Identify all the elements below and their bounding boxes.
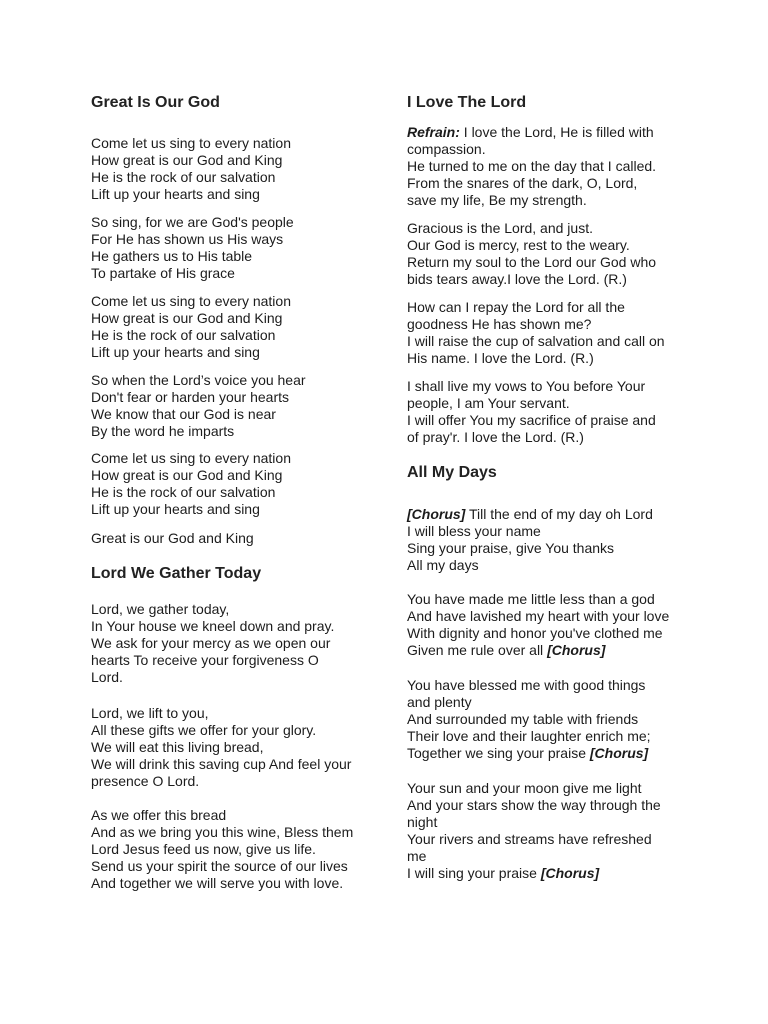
lyric-line: of pray'r. I love the Lord. (R.) <box>407 428 584 445</box>
lyric-line <box>407 642 669 659</box>
lyric-line: Their love and their laughter enrich me; <box>407 727 651 744</box>
lyric-line: and plenty <box>407 693 472 710</box>
stanza <box>91 601 334 686</box>
lyric-line: Lord Jesus feed us now, give us life. <box>91 840 316 857</box>
lyric-line: You have blessed me with good things <box>407 676 646 693</box>
lyric-line: Come let us sing to every nation <box>91 134 291 151</box>
lyric-line: How can I repay the Lord for all the <box>407 298 625 315</box>
lyric-line: Lift up your hearts and sing <box>91 185 260 202</box>
lyric-line: Your sun and your moon give me light <box>407 779 642 796</box>
lyric-line: Lift up your hearts and sing <box>91 500 260 517</box>
lyric-line: And have lavished my heart with your love <box>407 607 670 624</box>
lyric-line: Lift up your hearts and sing <box>91 343 260 360</box>
stanza <box>91 372 306 440</box>
stanza <box>91 530 254 547</box>
stanza <box>407 220 656 288</box>
lyric-line: All my days <box>407 556 479 573</box>
lyric-line: We will eat this living bread, <box>91 738 264 755</box>
lyric-line: Come let us sing to every nation <box>91 449 291 466</box>
lyric-line: Your rivers and streams have refreshed <box>407 830 652 847</box>
lyric-line: Don't fear or harden your hearts <box>91 388 290 405</box>
lyric-line <box>407 745 651 762</box>
lyric-line: How great is our God and King <box>91 151 283 168</box>
lyric-line: How great is our God and King <box>91 466 283 483</box>
song-title: I Love The Lord <box>407 94 527 111</box>
lyric-line: Lord, we lift to you, <box>91 704 209 721</box>
lyric-line: compassion. <box>407 140 486 157</box>
refrain-label: Refrain: <box>407 123 460 140</box>
chorus-label: [Chorus] <box>540 864 600 881</box>
lyric-line: You have made me little less than a god <box>407 590 655 607</box>
lyric-line: He is the rock of our salvation <box>91 326 276 343</box>
lyric-line: night <box>407 813 438 830</box>
lyric-line: And as we bring you this wine, Bless them <box>91 823 354 840</box>
lyric-line: As we offer this bread <box>91 806 227 823</box>
lyric-line: Send us your spirit the source of our lives <box>91 857 348 874</box>
lyric-line: For He has shown us His ways <box>91 230 284 247</box>
lyric-line: And your stars show the way through the <box>407 796 661 813</box>
lyric-line: I shall live my vows to You before Your <box>407 377 646 394</box>
lyric-line: And surrounded my table with friends <box>407 710 639 727</box>
lyric-text: I love the Lord, He is filled with <box>463 123 654 140</box>
lyric-line: Great is our God and King <box>91 529 254 546</box>
song-title: Lord We Gather Today <box>91 565 262 582</box>
stanza <box>91 293 291 361</box>
lyric-line: presence O Lord. <box>91 772 200 789</box>
lyric-line: bids tears away.I love the Lord. (R.) <box>407 270 627 287</box>
lyric-line: goodness He has shown me? <box>407 315 592 332</box>
lyric-line <box>407 506 653 523</box>
stanza <box>407 299 665 367</box>
lyric-line: Our God is mercy, rest to the weary. <box>407 236 630 253</box>
stanza <box>407 378 656 446</box>
lyric-line: So sing, for we are God's people <box>91 213 294 230</box>
lyric-line: Lord, we gather today, <box>91 600 230 617</box>
lyric-text: I will sing your praise <box>407 864 537 881</box>
lyric-line: Return my soul to the Lord our God who <box>407 253 657 270</box>
chorus-label: [Chorus] <box>547 641 606 658</box>
lyric-line: I will bless your name <box>407 522 541 539</box>
stanza <box>407 780 661 882</box>
lyric-text: Given me rule over all <box>407 641 544 658</box>
lyric-line: We ask for your mercy as we open our <box>91 634 331 651</box>
lyric-line: We will drink this saving cup And feel your <box>91 755 352 772</box>
lyric-line: So when the Lord’s voice you hear <box>91 371 306 388</box>
lyric-line: people, I am Your servant. <box>407 394 570 411</box>
stanza <box>91 214 294 282</box>
lyric-text: Together we sing your praise <box>407 744 586 761</box>
stanza <box>407 124 656 209</box>
lyric-line: His name. I love the Lord. (R.) <box>407 349 594 366</box>
lyric-line: He is the rock of our salvation <box>91 483 276 500</box>
lyric-line: hearts To receive your forgiveness O <box>91 651 319 668</box>
song-title: Great Is Our God <box>91 94 220 111</box>
stanza <box>91 450 291 518</box>
lyric-line: We know that our God is near <box>91 405 276 422</box>
stanza <box>91 807 353 892</box>
lyric-text: Till the end of my day oh Lord <box>468 505 653 522</box>
chorus-label: [Chorus] <box>589 744 649 761</box>
lyric-line <box>407 865 661 882</box>
lyric-line: He gathers us to His table <box>91 247 253 264</box>
stanza <box>407 506 653 574</box>
lyric-line: save my life, Be my strength. <box>407 191 587 208</box>
lyric-line: How great is our God and King <box>91 309 283 326</box>
lyric-line: Sing your praise, give You thanks <box>407 539 615 556</box>
lyric-line: Lord. <box>91 668 123 685</box>
lyric-line: He is the rock of our salvation <box>91 168 276 185</box>
chorus-label: [Chorus] <box>407 505 466 522</box>
lyric-line: All these gifts we offer for your glory. <box>91 721 317 738</box>
lyric-line: I will offer You my sacrifice of praise and <box>407 411 656 428</box>
stanza <box>407 591 669 659</box>
lyric-line: He turned to me on the day that I called. <box>407 157 657 174</box>
lyric-line: With dignity and honor you've clothed me <box>407 624 663 641</box>
lyric-line <box>407 124 656 141</box>
stanza <box>91 135 291 203</box>
lyric-line: Come let us sing to every nation <box>91 292 291 309</box>
lyric-line: By the word he imparts <box>91 422 235 439</box>
stanza <box>407 677 651 762</box>
lyric-line: me <box>407 847 427 864</box>
lyric-line: From the snares of the dark, O, Lord, <box>407 174 638 191</box>
song-title: All My Days <box>407 464 497 481</box>
lyric-line: In Your house we kneel down and pray. <box>91 617 335 634</box>
lyric-line: And together we will serve you with love. <box>91 874 344 891</box>
lyric-line: Gracious is the Lord, and just. <box>407 219 593 236</box>
lyric-line: I will raise the cup of salvation and call on <box>407 332 665 349</box>
stanza <box>91 705 351 790</box>
lyric-line: To partake of His grace <box>91 264 235 281</box>
